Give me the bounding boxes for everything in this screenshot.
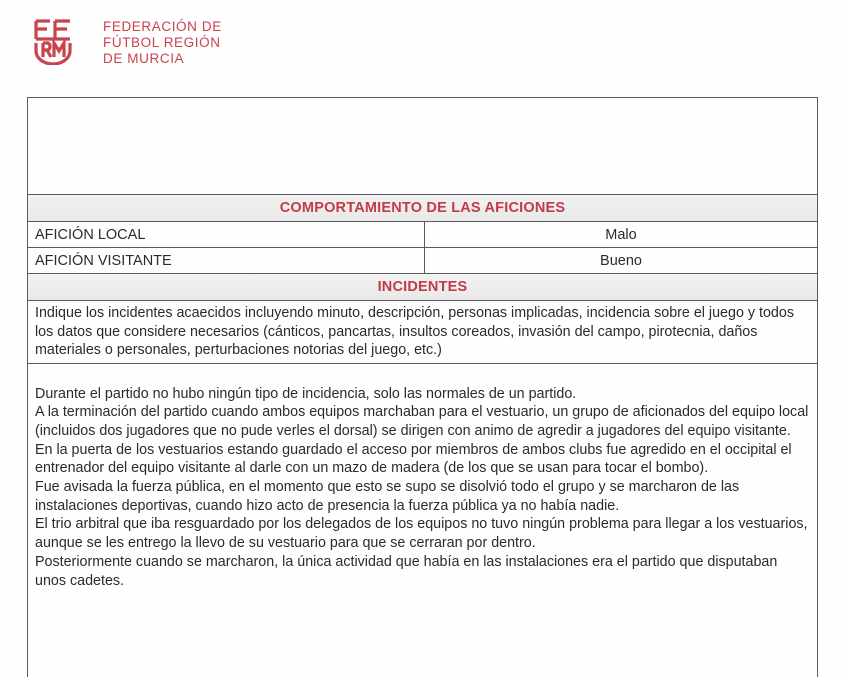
local-fans-rating: Malo: [605, 226, 637, 243]
visiting-fans-label: AFICIÓN VISITANTE: [28, 248, 425, 273]
incidents-header: INCIDENTES: [28, 274, 817, 301]
report-paragraph: Fue avisada la fuerza pública, en el momento que esto se supo se disolvió todo el grupo y se marcharon de las instalaciones deportivas, cuando hizo acto de presencia la fuerza pública ya no había nadie.: [35, 479, 740, 514]
report-paragraph: Durante el partido no hubo ningún tipo de incidencia, solo las normales de un partido.: [35, 385, 577, 402]
report-paragraph: Posteriormente cuando se marcharon, la única actividad que había en las instalaciones era el partido que disputaban unos cadetes.: [35, 553, 778, 589]
incidents-instructions: Indique los incidentes acaecidos incluyendo minuto, descripción, personas implicadas, incidencia sobre el juego y todos los datos que considere necesarios (cánticos, pancartas, insultos coreados, invasión del campo, pirotecnia, daños materiales o personales, perturbaciones notorias del juego, etc.): [28, 301, 817, 364]
federation-header: [33, 17, 222, 67]
fan-behavior-header: COMPORTAMIENTO DE LAS AFICIONES: [28, 195, 817, 222]
federation-name: [103, 19, 222, 67]
federation-name-line-1: FEDERACIÓN DE: [103, 19, 222, 34]
federation-name-line-3: DE MURCIA: [103, 51, 185, 66]
report-paragraph: En la puerta de los vestuarios estando guardado el acceso por miembros de ambos clubs fue agredido en el occipital el entrenador del equipo visitante al darle con un mazo de madera (de los que se usan para tocar el bombo).: [35, 441, 792, 477]
incidents-report: [28, 364, 817, 591]
report-paragraph: El trio arbitral que iba resguardado por los delegados de los equipos no tuvo ningún problema para llegar a los vestuarios, aunque se les entrego la llevo de su vestuario para que se cerraran por dentro.: [35, 516, 808, 552]
visiting-fans-row: [28, 248, 817, 274]
federation-name-line-2: FÚTBOL REGIÓN: [103, 35, 221, 50]
blank-form-area: [28, 98, 817, 195]
report-paragraph: A la terminación del partido cuando ambos equipos marchaban para el vestuario, un grupo de aficionados del equipo local (incluidos dos jugadores que no pude verles el dorsal) se dirigen con animo de agredir a jugadores del equipo visitante.: [35, 404, 809, 439]
local-fans-label: AFICIÓN LOCAL: [28, 222, 425, 247]
local-fans-row: [28, 222, 817, 248]
match-report-form: [27, 97, 818, 677]
ffrm-crest-icon: [33, 17, 73, 65]
visiting-fans-rating: Bueno: [600, 252, 642, 269]
